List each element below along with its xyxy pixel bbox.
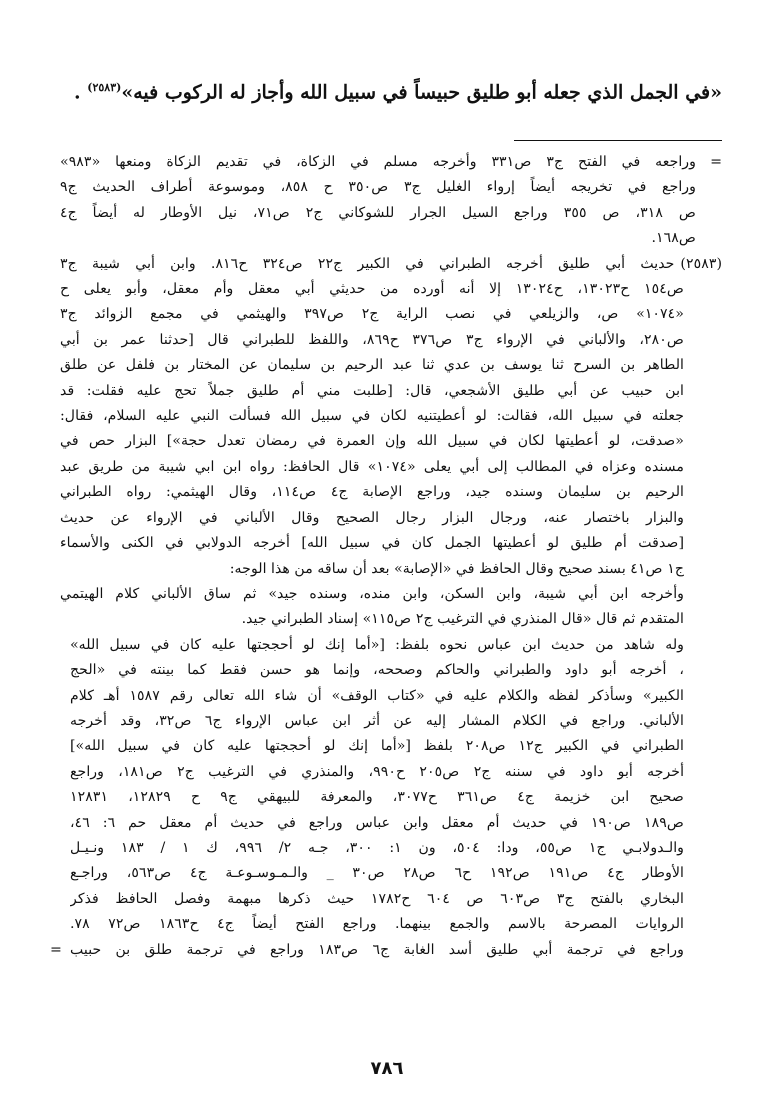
footnote-line: المتقدم ثم قال «قال المنذري في الترغيب ج٢ ص١١٥» إسناد الطبراني جيد. <box>241 611 684 628</box>
footnote-line: ص٢٨٠، والألباني في الإرواء ج٣ ص٣٧٦ ح٨٦٩، واللفظ للطبراني قال [حدثنا عمر بن أبي <box>60 331 684 348</box>
footnote-line: (٢٥٨٣)حديث أبي طليق أخرجه الطبراني في الكبير ج٢٢ ص٣٢٤ ح٨١٦. وابن أبي شيبة ج٣ <box>60 255 722 272</box>
footnote-line: والـدولابـي ج١ ص٥٥، ودا: ٥٠٤، ون ١: ٣٠٠، جـه ٢/ ٩٩٦، ك ١ / ١٨٣ ونـيـل <box>70 839 684 856</box>
footnote-line: ص١٨٩ ص١٩٠ في حديث أم معقل وابن عباس وراجع في حديث أم معقل حم ٦: ٤٦، <box>70 814 684 831</box>
footnote-continuation <box>60 150 722 252</box>
footnote-line: وراجع في ترجمة أبي طليق أسد الغابة ج٦ ص١٨٣ وراجع في ترجمة طلق بن حبيب <box>70 941 684 958</box>
footnote-line: وله شاهد من حديث ابن عباس نحوه بلفظ: [«أما إنك لو أحججتها عليه كان في سبيل الله» <box>70 636 684 653</box>
footnotes-section <box>50 150 722 963</box>
footnote-reference: (٢٥٨٣) <box>87 81 122 94</box>
footnote-line: «صدقت، لو أعطيتها لكان في سبيل الله وإن العمرة في رمضان تعدل حجة»] البزار حص في <box>60 433 684 450</box>
footnote-line: الطاهر بن السرح ثنا يوسف بن عدي ثنا عبد الرحيم بن سليمان عن المختار بن فلفل عن طلق <box>60 357 684 374</box>
footnote-line: جعلته في سبيل الله، فقالت: لو أعطيتنيه لكان في سبيل الله فسألت النبي عليه السلام، فقال: <box>60 408 684 425</box>
footnote-separator <box>514 140 722 141</box>
footnote-line: «١٠٧٤» ص، والزيلعي في نصب الراية ج٢ ص٣٩٧ والهيثمي في مجمع الزوائد ج٣ <box>60 306 684 323</box>
footnote-line: الرحيم بن سليمان وسنده جيد، وراجع الإصابة ج٤ ص١١٤، وقال الهيثمي: رواه الطبراني <box>60 484 684 501</box>
footnote-line: ص١٦٨. <box>651 230 696 247</box>
footnote-line: البخاري بالفتح ج٣ ص٦٠٣ ص ٦٠٤ ح١٧٨٢ حيث ذكرها مبهمة وفصل الحافظ فذكر <box>70 890 684 907</box>
footnote-line: صحيح ابن خزيمة ج٤ ص٣٦١ ح٣٠٧٧، والمعرفة للبيهقي ج٩ ح ١٢٨٢٩، ١٢٨٣١ <box>70 789 684 806</box>
footnote-label: (٢٥٨٣) <box>680 255 722 272</box>
footnote-line: ، أخرجه أبو داود والطبراني والحاكم وصححه، وإنما هو حسن فقط كما بينته في «الحج <box>70 662 684 679</box>
footnote-line: ص ٣١٨، ص ٣٥٥ وراجع السيل الجرار للشوكاني ج٢ ص٧١، نيل الأوطار له أيضاً ج٤ <box>60 204 696 221</box>
footnote-line: وراجعه في الفتح ج٣ ص٣٣١ وأخرجه مسلم في الزكاة، في تقديم الزكاة ومنعها «٩٨٣» <box>60 154 696 170</box>
footnote-line: ص١٥٤ ح١٣٠٢٣، ح١٣٠٢٤ إلا أنه أورده من حديثي أبي معقل وأم معقل، وأبو يعلى ح <box>60 281 684 298</box>
footnote-line: الألباني. وراجع في الكلام المشار إليه عن أثر ابن عباس الإرواء ج٦ ص٣٢، وقد أخرجه <box>70 712 684 729</box>
footnote-line: والبزار باختصار عنه، ورجال البزار رجال الصحيح وقال الألباني في الإرواء عن حديث <box>60 509 684 526</box>
footnote-2583 <box>50 252 722 963</box>
page-number: ٧٨٦ <box>370 1058 404 1079</box>
main-text-block <box>60 70 722 110</box>
continuation-marker: = <box>710 154 722 170</box>
end-marker: = <box>50 941 62 958</box>
footnote-line: أخرجه أبو داود في سننه ج٢ ص٢٠٥ ح٩٩٠، والمنذري في الترغيب ج٢ ص١٨١، وراجع <box>70 763 684 780</box>
footnote-line: مسنده وعزاه في المطالب إلى أبي يعلى «١٠٧٤» قال الحافظ: رواه ابن ابي شيبة من طريق عبد <box>60 458 684 475</box>
main-text-body: «في الجمل الذي جعله أبو طليق حبيساً في سبيل الله وأجاز له الركوب فيه» <box>121 81 722 104</box>
footnote-line: وراجع في تخريجه أيضاً إرواء الغليل ج٣ ص٣٥٠ ح ٨٥٨، وموسوعة أطراف الحديث ج٩ <box>60 179 696 196</box>
footnote-line: الروايات المصرحة بالاسم والجمع بينهما. وراجع الفتح أيضاً ج٤ ح١٨٦٣ ص٧٢ ٧٨. <box>70 916 684 933</box>
footnote-line: [صدقت أم طليق لو أعطيتها الجمل كان في سبيل الله] أخرجه الدولابي في الكنى والأسماء <box>60 535 684 552</box>
footnote-line: ج١ ص٤١ بسند صحيح وقال الحافظ في «الإصابة» بعد أن ساقه من هذا الوجه: <box>229 560 684 577</box>
main-text-end: . <box>74 81 81 104</box>
footnote-paragraph <box>50 633 684 963</box>
footnote-paragraph <box>60 582 684 633</box>
footnote-line: الكبير» وسأذكر لفظه والكلام عليه في «كتاب الوقف» أن شاء الله تعالى رقم ١٥٨٧ أهـ كلام <box>70 687 684 704</box>
footnote-line: الأوطار ج٤ ص١٩١ ص١٩٢ ح٦ ص٢٨ ص٣٠ _ والـمـوسـوعـة ج٤ ص٥٦٣، وراجـع <box>70 865 684 882</box>
footnote-line: الطبراني في الكبير ج١٢ ص٢٠٨ بلفظ [«أما إنك لو أحججتها عليه كان في سبيل الله»] <box>70 738 684 755</box>
footnote-line: وأخرجه ابن أبي شيبة، وابن السكن، وابن منده، وسنده جيد» ثم ساق الألباني كلام الهيتمي <box>60 585 684 602</box>
main-text-line <box>60 70 722 110</box>
footnote-line: ابن حبيب عن أبي طليق الأشجعي، قال: [طلبت مني أم طليق جملاً تحج عليه فقلت: قد <box>60 382 684 399</box>
